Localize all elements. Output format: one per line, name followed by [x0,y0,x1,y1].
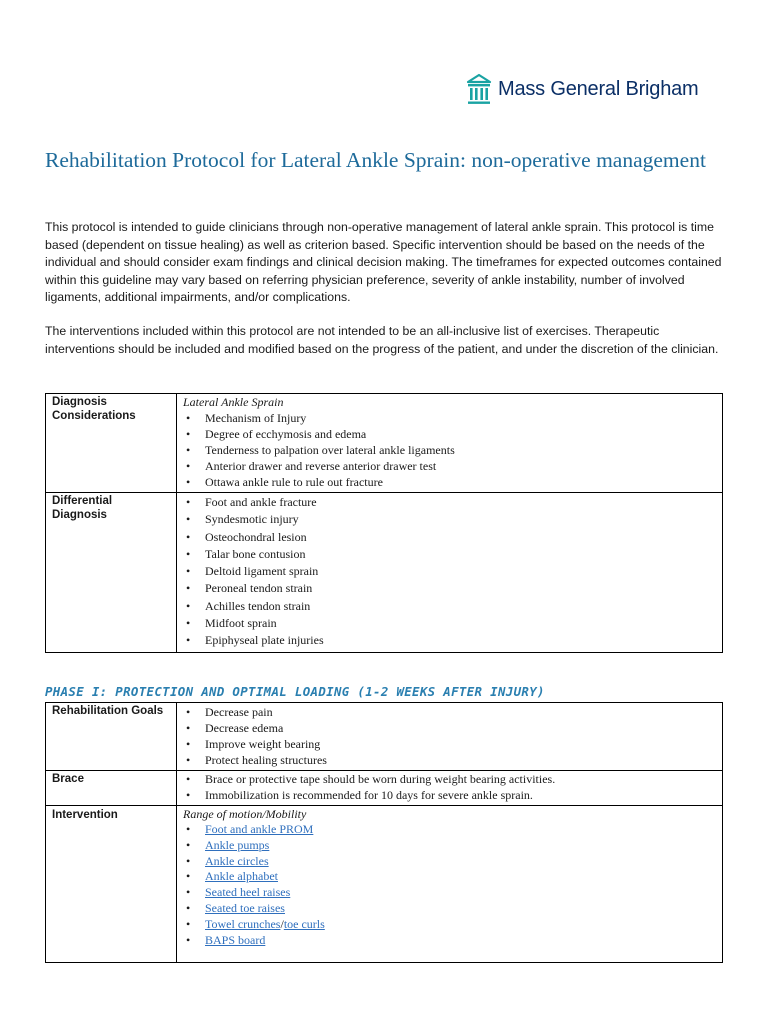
list-item: • Talar bone contusion [183,546,716,563]
seated-toe-raises-link[interactable]: Seated toe raises [205,900,285,915]
list-item: • Deltoid ligament sprain [183,563,716,580]
list-item [183,822,716,838]
brace-content [177,771,723,806]
brace-list [183,772,716,803]
differential-label: Differential Diagnosis [46,493,177,653]
intervention-label: Intervention [46,806,177,963]
brand-name: Mass General Brigham [498,77,699,100]
list-item: • Degree of ecchymosis and edema [183,426,716,442]
diagnosis-table [45,393,723,653]
intervention-subtitle: Range of motion/Mobility [183,807,307,821]
list-item: • Decrease edema [183,720,716,736]
ankle-circles-link[interactable]: Ankle circles [205,853,269,868]
foot-ankle-prom-link[interactable]: Foot and ankle PROM [205,822,314,836]
link-separator: / [280,916,284,931]
list-item: • Peroneal tendon strain [183,580,716,597]
list-item: • Tenderness to palpation over lateral ankle ligaments [183,442,716,458]
brace-row [46,771,723,806]
list-item: • Midfoot sprain [183,615,716,632]
list-item: • Protect healing structures [183,752,716,768]
list-item: • Anterior drawer and reverse anterior drawer test [183,458,716,474]
list-item: • Improve weight bearing [183,736,716,752]
diagnosis-row [46,394,723,493]
towel-crunches-link[interactable]: Towel crunches [205,916,281,931]
list-item [183,917,716,933]
intervention-row [46,806,723,963]
list-item: • Immobilization is recommended for 10 days for severe ankle sprain. [183,788,716,804]
list-item: • Brace or protective tape should be worn during weight bearing activities. [183,772,716,788]
list-item: • Achilles tendon strain [183,598,716,615]
intervention-content [177,806,723,963]
building-icon [466,72,492,106]
document-title: Rehabilitation Protocol for Lateral Ankle Sprain: non-operative management [45,148,706,172]
diagnosis-label: Diagnosis Considerations [46,394,177,493]
seated-heel-raises-link[interactable]: Seated heel raises [205,885,291,900]
list-item [183,885,716,901]
list-item [183,869,716,885]
list-item [183,838,716,854]
differential-row [46,493,723,653]
phase-1-heading: PHASE I: PROTECTION AND OPTIMAL LOADING (1-2 WEEKS AFTER INJURY) [45,684,545,699]
goals-row [46,703,723,771]
diagnosis-subtitle: Lateral Ankle Sprain [183,395,284,409]
intervention-list [183,822,716,948]
brand-logo [466,72,699,106]
intro-paragraph-1: This protocol is intended to guide clinicians through non-operative management of lateral ankle sprain. This protocol is time based (dependent on tissue healing) as well as criterion based. Specific intervention should be based on the needs of the individual and should consider exam findings and clinical decision making. The timeframes for expected outcomes contained within this guideline may vary based on referring physician preference, severity of ankle instability, number of involved ligaments, additional impairments, and/or complications. [45,220,722,304]
list-item: • Epiphyseal plate injuries [183,632,716,649]
brace-label: Brace [46,771,177,806]
goals-label: Rehabilitation Goals [46,703,177,771]
list-item: • Ottawa ankle rule to rule out fracture [183,474,716,490]
list-item [183,933,716,949]
toe-curls-link[interactable]: toe curls [283,916,325,931]
list-item [183,854,716,870]
goals-content [177,703,723,771]
baps-board-link[interactable]: BAPS board [205,932,266,947]
ankle-alphabet-link[interactable]: Ankle alphabet [205,869,278,884]
differential-list [183,494,716,650]
list-item: • Syndesmotic injury [183,511,716,528]
phase-1-table [45,702,723,963]
list-item: • Osteochondral lesion [183,529,716,546]
goals-list [183,704,716,768]
intro-paragraph-2: The interventions included within this protocol are not intended to be an all-inclusive list of exercises. Therapeutic interventions should be included and modified based on the progress of the patient, and under the discretion of the clinician. [45,324,719,356]
list-item: • Foot and ankle fracture [183,494,716,511]
list-item [183,901,716,917]
diagnosis-content [177,394,723,493]
differential-content [177,493,723,653]
ankle-pumps-link[interactable]: Ankle pumps [205,837,270,852]
list-item: • Decrease pain [183,704,716,720]
list-item: • Mechanism of Injury [183,410,716,426]
diagnosis-list [183,410,716,490]
